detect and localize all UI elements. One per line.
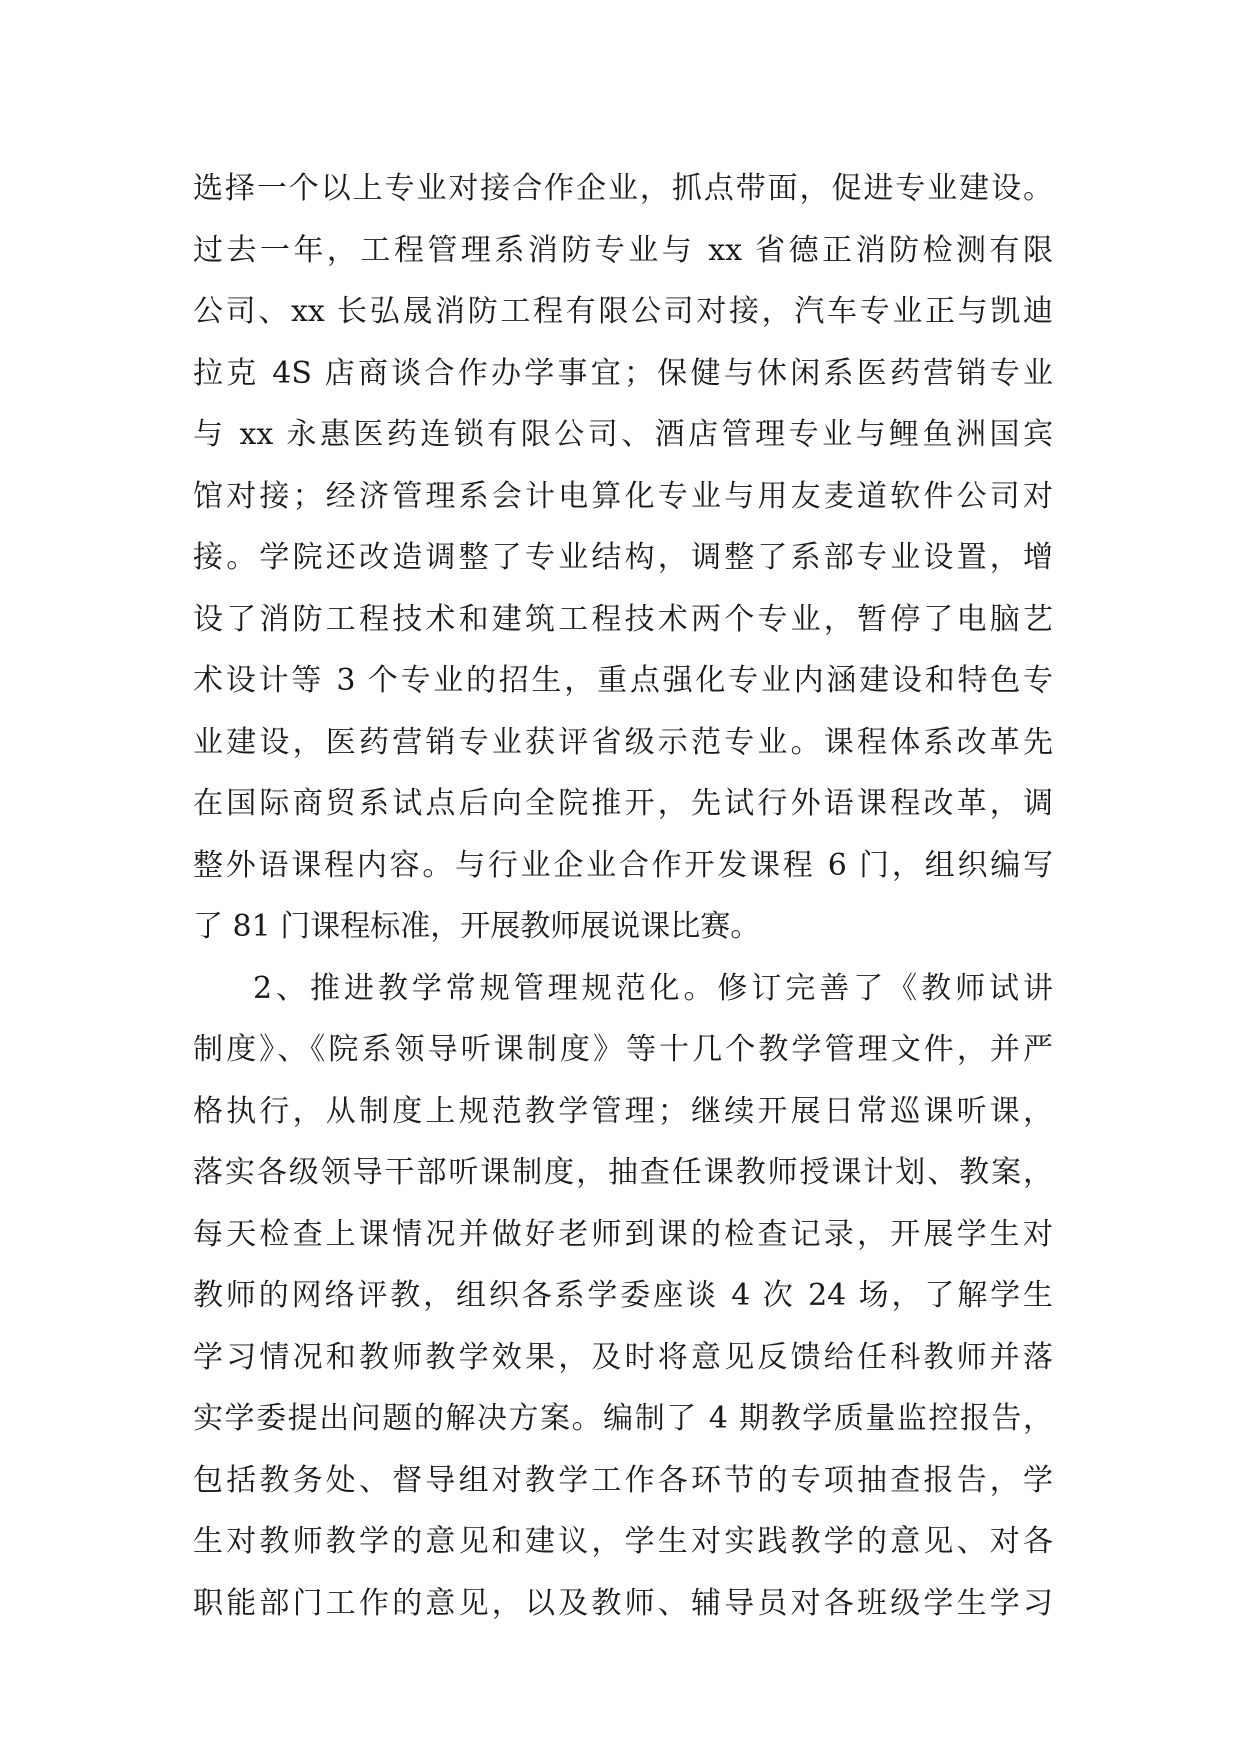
- text-line: 生对教师教学的意见和建议，学生对实践教学的意见、对各: [193, 1524, 1053, 1559]
- paragraph-1: [193, 158, 1053, 958]
- text-line: 2、推进教学常规管理规范化。修订完善了《教师试讲: [253, 970, 1053, 1006]
- document-body: [193, 158, 1053, 1634]
- text-line: 公司、xx 长弘晟消防工程有限公司对接，汽车专业正与凯迪: [193, 294, 1053, 329]
- text-line: 制度》、《院系领导听课制度》等十几个教学管理文件，并严: [193, 1032, 1053, 1067]
- text-line: 接。学院还改造调整了专业结构，调整了系部专业设置，增: [193, 540, 1053, 575]
- text-line: 教师的网络评教，组织各系学委座谈 4 次 24 场，了解学生: [193, 1278, 1053, 1313]
- text-line: 与 xx 永惠医药连锁有限公司、酒店管理专业与鲤鱼洲国宾: [193, 417, 1053, 452]
- text-line: 包括教务处、督导组对教学工作各环节的专项抽查报告，学: [193, 1462, 1053, 1498]
- text-line: 设了消防工程技术和建筑工程技术两个专业，暂停了电脑艺: [193, 601, 1053, 637]
- text-line: 学习情况和教师教学效果，及时将意见反馈给任科教师并落: [193, 1339, 1053, 1375]
- text-line: 拉克 4S 店商谈合作办学事宜；保健与休闲系医药营销专业: [193, 355, 1053, 391]
- text-line: 实学委提出问题的解决方案。编制了 4 期教学质量监控报告，: [193, 1401, 1053, 1436]
- text-line: 过去一年，工程管理系消防专业与 xx 省德正消防检测有限: [193, 232, 1053, 268]
- text-line: 业建设，医药营销专业获评省级示范专业。课程体系改革先: [193, 724, 1053, 760]
- text-line: 格执行，从制度上规范教学管理；继续开展日常巡课听课，: [193, 1093, 1053, 1129]
- text-line: 在国际商贸系试点后向全院推开，先试行外语课程改革，调: [193, 786, 1053, 821]
- text-line: 术设计等 3 个专业的招生，重点强化专业内涵建设和特色专: [193, 663, 1053, 698]
- text-line: 选择一个以上专业对接合作企业，抓点带面，促进专业建设。: [193, 171, 1053, 206]
- paragraph-2: [193, 958, 1053, 1635]
- text-line: 整外语课程内容。与行业企业合作开发课程 6 门，组织编写: [193, 847, 1053, 883]
- text-line: 职能部门工作的意见，以及教师、辅导员对各班级学生学习: [193, 1585, 1053, 1621]
- text-line: 馆对接；经济管理系会计电算化专业与用友麦道软件公司对: [193, 478, 1053, 514]
- text-line: 了 81 门课程标准，开展教师展说课比赛。: [193, 909, 761, 944]
- text-line: 每天检查上课情况并做好老师到课的检查记录，开展学生对: [193, 1216, 1053, 1252]
- text-line: 落实各级领导干部听课制度，抽查任课教师授课计划、教案，: [193, 1155, 1053, 1190]
